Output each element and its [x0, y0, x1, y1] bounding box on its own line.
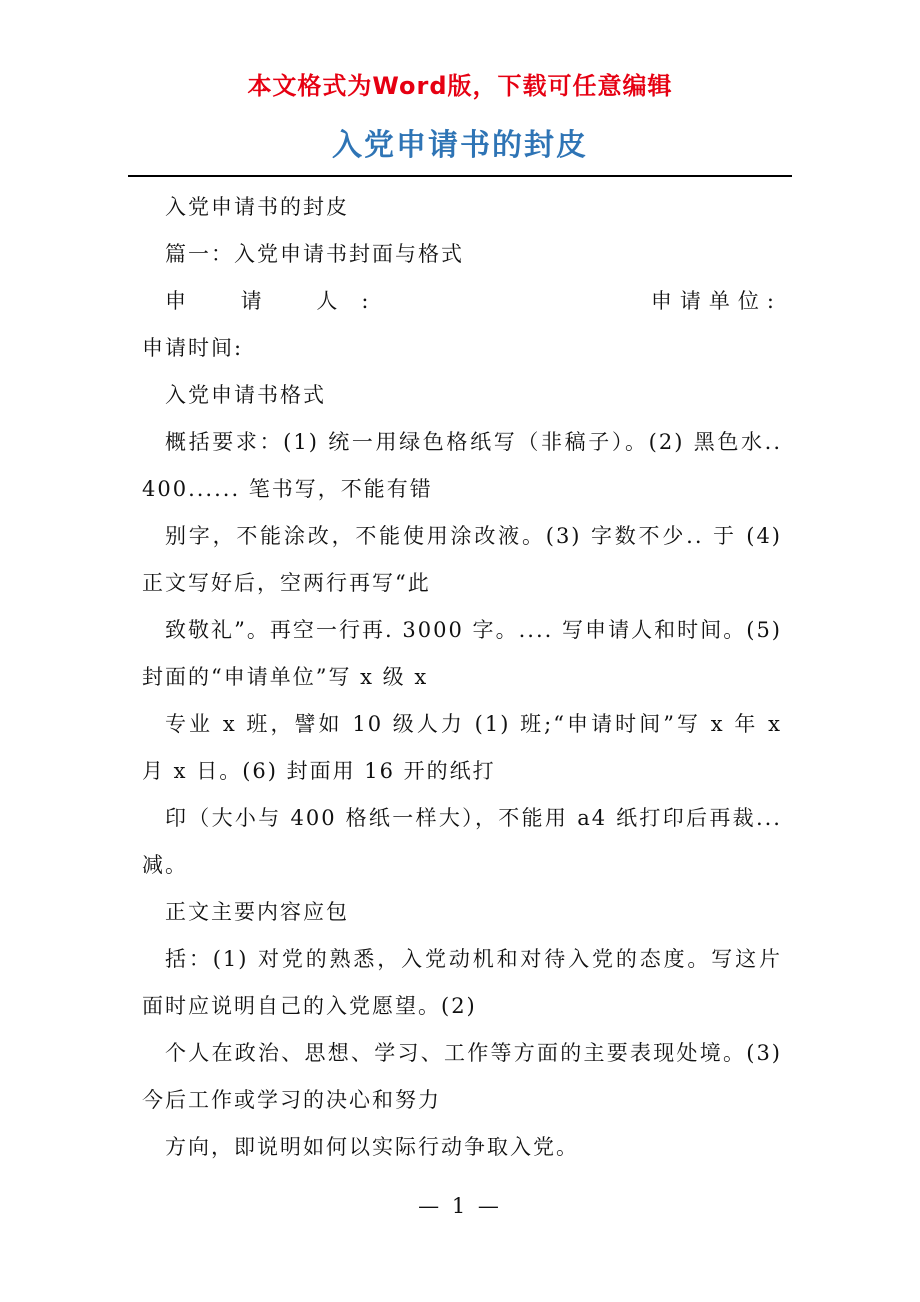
paragraph: 括：(1) 对党的熟悉，入党动机和对待入党的态度。写这片面时应说明自己的入党愿望。(2)	[142, 947, 782, 1018]
paragraph: 致敬礼”。再空一行再. 3000 字。.... 写申请人和时间。(5) 封面的“申请单位”写 x 级 x	[142, 618, 782, 689]
time-label: 申请时间:	[142, 336, 244, 360]
document-body	[142, 184, 782, 1171]
paragraph: 别字，不能涂改，不能使用涂改液。(3) 字数不少.. 于 (4) 正文写好后，空两行再写“此	[142, 524, 782, 595]
section-heading: 篇一：入党申请书封面与格式	[165, 242, 464, 266]
paragraph: 个人在政治、思想、学习、工作等方面的主要表现处境。(3) 今后工作或学习的决心和努力	[142, 1041, 782, 1112]
paragraph: 专业 x 班，譬如 10 级人力 (1) 班;“申请时间”写 x 年 x 月 x 日。(6) 封面用 16 开的纸打	[142, 712, 782, 783]
applicant-label: 申 请 人:	[165, 289, 393, 313]
title-divider	[128, 175, 792, 177]
format-heading: 入党申请书格式	[165, 383, 326, 407]
document-title: 入党申请书的封皮	[332, 128, 588, 163]
body-heading: 入党申请书的封皮	[165, 195, 349, 219]
unit-label: 申请单位:	[650, 289, 782, 313]
download-notice: 本文格式为Word版，下载可任意编辑	[247, 72, 673, 100]
content-heading: 正文主要内容应包	[165, 900, 349, 924]
paragraph: 概括要求：(1) 统一用绿色格纸写（非稿子）。(2) 黑色水.. 400...... 笔书写，不能有错	[142, 430, 782, 501]
cover-fields-row	[142, 278, 782, 325]
paragraph: 印（大小与 400 格纸一样大），不能用 a4 纸打印后再裁... 减。	[142, 806, 782, 877]
page-number: — 1 —	[418, 1194, 502, 1218]
paragraph: 方向，即说明如何以实际行动争取入党。	[165, 1135, 579, 1159]
